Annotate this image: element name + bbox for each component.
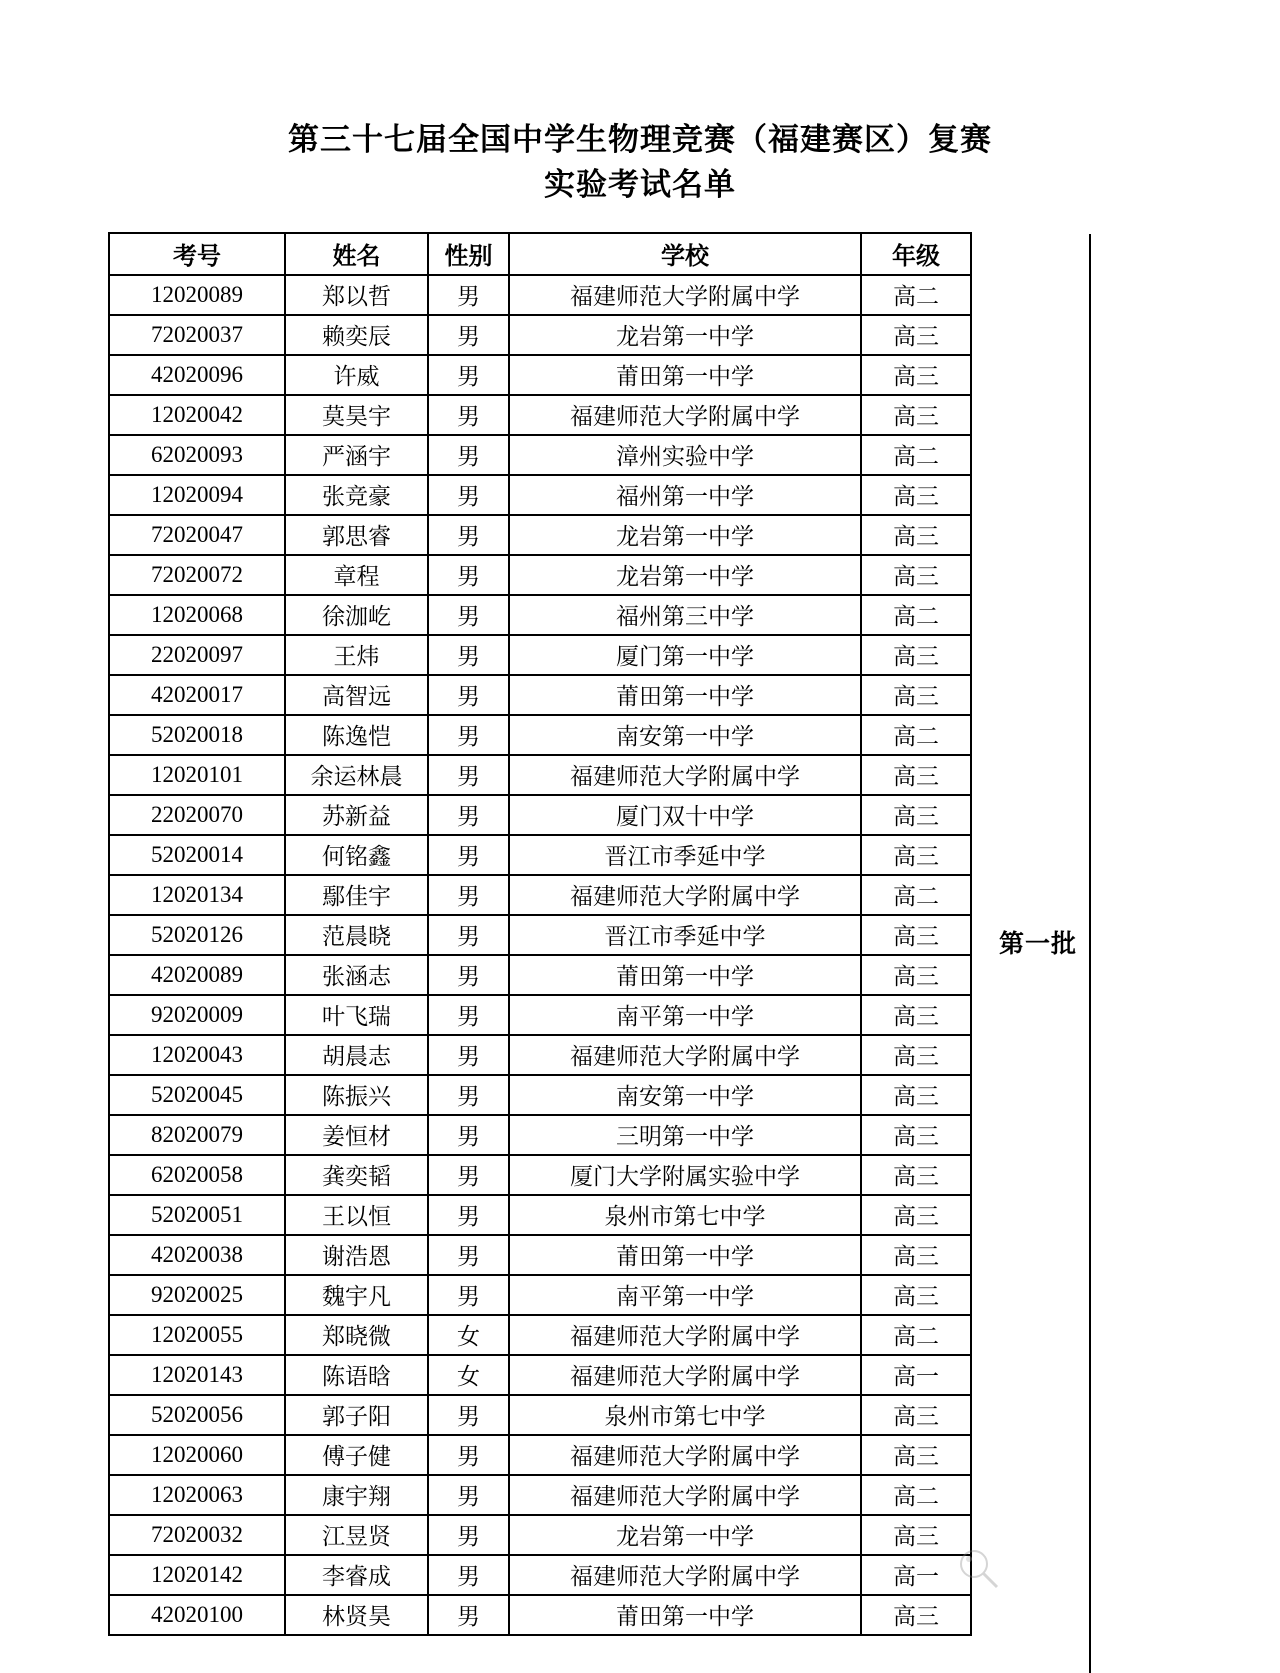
roster-table — [108, 232, 972, 1636]
table-row — [109, 1515, 971, 1555]
cell-gender: 男 — [428, 435, 509, 475]
cell-gender: 男 — [428, 395, 509, 435]
cell-name: 傅子健 — [285, 1435, 428, 1475]
cell-name: 郭子阳 — [285, 1395, 428, 1435]
cell-gender: 男 — [428, 275, 509, 315]
cell-name: 张竞豪 — [285, 475, 428, 515]
cell-gender: 男 — [428, 1555, 509, 1595]
cell-school: 福建师范大学附属中学 — [509, 275, 861, 315]
cell-grade: 高二 — [861, 275, 971, 315]
cell-school: 莆田第一中学 — [509, 675, 861, 715]
cell-exam-id: 22020097 — [109, 635, 285, 675]
cell-gender: 男 — [428, 715, 509, 755]
cell-school: 福建师范大学附属中学 — [509, 755, 861, 795]
table-row — [109, 915, 971, 955]
cell-gender: 男 — [428, 1115, 509, 1155]
cell-grade: 高三 — [861, 1155, 971, 1195]
cell-grade: 高三 — [861, 1235, 971, 1275]
cell-name: 严涵宇 — [285, 435, 428, 475]
table-row — [109, 515, 971, 555]
batch-divider-line — [1089, 234, 1091, 1673]
cell-gender: 男 — [428, 1035, 509, 1075]
cell-name: 郭思睿 — [285, 515, 428, 555]
cell-school: 南安第一中学 — [509, 715, 861, 755]
cell-grade: 高三 — [861, 475, 971, 515]
table-row — [109, 1555, 971, 1595]
table-row — [109, 1075, 971, 1115]
table-row — [109, 1435, 971, 1475]
table-row — [109, 1115, 971, 1155]
cell-exam-id: 12020089 — [109, 275, 285, 315]
cell-grade: 高三 — [861, 395, 971, 435]
cell-gender: 男 — [428, 635, 509, 675]
cell-exam-id: 72020072 — [109, 555, 285, 595]
table-row — [109, 395, 971, 435]
cell-school: 厦门大学附属实验中学 — [509, 1155, 861, 1195]
cell-name: 李睿成 — [285, 1555, 428, 1595]
cell-school: 厦门双十中学 — [509, 795, 861, 835]
cell-exam-id: 52020051 — [109, 1195, 285, 1235]
cell-name: 陈振兴 — [285, 1075, 428, 1115]
cell-grade: 高三 — [861, 1435, 971, 1475]
cell-gender: 男 — [428, 1155, 509, 1195]
cell-name: 徐泇屹 — [285, 595, 428, 635]
cell-school: 福建师范大学附属中学 — [509, 395, 861, 435]
cell-grade: 高三 — [861, 795, 971, 835]
table-row — [109, 275, 971, 315]
column-header-school: 学校 — [509, 233, 861, 275]
cell-gender: 男 — [428, 955, 509, 995]
cell-exam-id: 42020038 — [109, 1235, 285, 1275]
cell-name: 张涵志 — [285, 955, 428, 995]
cell-grade: 高三 — [861, 1195, 971, 1235]
table-row — [109, 1195, 971, 1235]
cell-gender: 男 — [428, 795, 509, 835]
cell-exam-id: 92020025 — [109, 1275, 285, 1315]
cell-school: 龙岩第一中学 — [509, 1515, 861, 1555]
cell-gender: 男 — [428, 995, 509, 1035]
cell-gender: 男 — [428, 1195, 509, 1235]
cell-name: 林贤昊 — [285, 1595, 428, 1635]
cell-gender: 男 — [428, 1075, 509, 1115]
table-row — [109, 995, 971, 1035]
cell-grade: 高三 — [861, 915, 971, 955]
cell-exam-id: 72020047 — [109, 515, 285, 555]
cell-grade: 高二 — [861, 715, 971, 755]
cell-school: 福建师范大学附属中学 — [509, 1355, 861, 1395]
cell-school: 龙岩第一中学 — [509, 315, 861, 355]
cell-school: 晋江市季延中学 — [509, 915, 861, 955]
cell-name: 莫昊宇 — [285, 395, 428, 435]
cell-school: 南平第一中学 — [509, 1275, 861, 1315]
cell-gender: 男 — [428, 1475, 509, 1515]
cell-grade: 高二 — [861, 1475, 971, 1515]
table-row — [109, 755, 971, 795]
cell-grade: 高二 — [861, 1315, 971, 1355]
cell-grade: 高三 — [861, 1515, 971, 1555]
cell-name: 叶飞瑞 — [285, 995, 428, 1035]
cell-gender: 男 — [428, 555, 509, 595]
cell-grade: 高三 — [861, 835, 971, 875]
cell-exam-id: 42020100 — [109, 1595, 285, 1635]
table-row — [109, 715, 971, 755]
cell-school: 福州第一中学 — [509, 475, 861, 515]
cell-grade: 高三 — [861, 635, 971, 675]
cell-exam-id: 52020045 — [109, 1075, 285, 1115]
column-header-gender: 性别 — [428, 233, 509, 275]
table-row — [109, 955, 971, 995]
cell-school: 龙岩第一中学 — [509, 515, 861, 555]
cell-exam-id: 82020079 — [109, 1115, 285, 1155]
cell-name: 高智远 — [285, 675, 428, 715]
table-row — [109, 1315, 971, 1355]
cell-name: 江昱贤 — [285, 1515, 428, 1555]
cell-school: 晋江市季延中学 — [509, 835, 861, 875]
cell-school: 莆田第一中学 — [509, 955, 861, 995]
cell-grade: 高三 — [861, 955, 971, 995]
cell-gender: 男 — [428, 835, 509, 875]
cell-school: 福建师范大学附属中学 — [509, 875, 861, 915]
cell-exam-id: 12020094 — [109, 475, 285, 515]
cell-exam-id: 42020017 — [109, 675, 285, 715]
table-row — [109, 315, 971, 355]
cell-name: 谢浩恩 — [285, 1235, 428, 1275]
table-row — [109, 635, 971, 675]
table-row — [109, 1235, 971, 1275]
cell-gender: 男 — [428, 1235, 509, 1275]
cell-name: 苏新益 — [285, 795, 428, 835]
cell-gender: 男 — [428, 1595, 509, 1635]
cell-school: 福建师范大学附属中学 — [509, 1315, 861, 1355]
cell-grade: 高二 — [861, 595, 971, 635]
cell-name: 胡晨志 — [285, 1035, 428, 1075]
cell-name: 王以恒 — [285, 1195, 428, 1235]
cell-exam-id: 72020032 — [109, 1515, 285, 1555]
cell-exam-id: 62020058 — [109, 1155, 285, 1195]
cell-name: 郑晓微 — [285, 1315, 428, 1355]
cell-school: 福建师范大学附属中学 — [509, 1555, 861, 1595]
cell-school: 漳州实验中学 — [509, 435, 861, 475]
cell-exam-id: 12020134 — [109, 875, 285, 915]
roster-table-wrapper — [0, 232, 1280, 1636]
title-line-2: 实验考试名单 — [544, 166, 736, 202]
cell-exam-id: 52020014 — [109, 835, 285, 875]
cell-school: 泉州市第七中学 — [509, 1395, 861, 1435]
cell-gender: 男 — [428, 675, 509, 715]
cell-name: 龚奕韬 — [285, 1155, 428, 1195]
cell-grade: 高三 — [861, 1115, 971, 1155]
table-row — [109, 435, 971, 475]
cell-grade: 高二 — [861, 435, 971, 475]
cell-school: 福建师范大学附属中学 — [509, 1435, 861, 1475]
cell-exam-id: 12020042 — [109, 395, 285, 435]
table-row — [109, 1035, 971, 1075]
cell-school: 福建师范大学附属中学 — [509, 1035, 861, 1075]
cell-exam-id: 12020060 — [109, 1435, 285, 1475]
cell-exam-id: 52020018 — [109, 715, 285, 755]
cell-gender: 男 — [428, 355, 509, 395]
cell-school: 福建师范大学附属中学 — [509, 1475, 861, 1515]
cell-exam-id: 72020037 — [109, 315, 285, 355]
cell-grade: 高一 — [861, 1555, 971, 1595]
cell-exam-id: 62020093 — [109, 435, 285, 475]
cell-school: 莆田第一中学 — [509, 1595, 861, 1635]
cell-name: 魏宇凡 — [285, 1275, 428, 1315]
cell-gender: 男 — [428, 1515, 509, 1555]
cell-school: 龙岩第一中学 — [509, 555, 861, 595]
cell-exam-id: 12020055 — [109, 1315, 285, 1355]
table-row — [109, 1155, 971, 1195]
cell-name: 范晨晓 — [285, 915, 428, 955]
cell-gender: 男 — [428, 915, 509, 955]
cell-school: 南平第一中学 — [509, 995, 861, 1035]
cell-exam-id: 12020101 — [109, 755, 285, 795]
cell-school: 厦门第一中学 — [509, 635, 861, 675]
cell-grade: 高三 — [861, 755, 971, 795]
column-header-name: 姓名 — [285, 233, 428, 275]
cell-grade: 高一 — [861, 1355, 971, 1395]
cell-name: 康宇翔 — [285, 1475, 428, 1515]
cell-grade: 高三 — [861, 675, 971, 715]
cell-school: 三明第一中学 — [509, 1115, 861, 1155]
cell-name: 陈逸恺 — [285, 715, 428, 755]
cell-gender: 男 — [428, 515, 509, 555]
table-row — [109, 1595, 971, 1635]
table-header-row — [109, 233, 971, 275]
cell-grade: 高三 — [861, 1035, 971, 1075]
cell-grade: 高三 — [861, 1595, 971, 1635]
cell-grade: 高三 — [861, 1395, 971, 1435]
batch-label: 第一批 — [998, 931, 1077, 958]
document-title — [0, 0, 1280, 208]
cell-exam-id: 42020096 — [109, 355, 285, 395]
cell-exam-id: 42020089 — [109, 955, 285, 995]
cell-gender: 男 — [428, 1275, 509, 1315]
table-row — [109, 875, 971, 915]
cell-name: 陈语晗 — [285, 1355, 428, 1395]
cell-name: 余运林晨 — [285, 755, 428, 795]
table-row — [109, 595, 971, 635]
cell-grade: 高三 — [861, 555, 971, 595]
cell-name: 王炜 — [285, 635, 428, 675]
cell-school: 莆田第一中学 — [509, 1235, 861, 1275]
cell-exam-id: 92020009 — [109, 995, 285, 1035]
cell-gender: 男 — [428, 475, 509, 515]
cell-name: 章程 — [285, 555, 428, 595]
cell-name: 郑以哲 — [285, 275, 428, 315]
cell-school: 福州第三中学 — [509, 595, 861, 635]
cell-school: 泉州市第七中学 — [509, 1195, 861, 1235]
cell-name: 赖奕辰 — [285, 315, 428, 355]
cell-gender: 男 — [428, 755, 509, 795]
cell-exam-id: 12020068 — [109, 595, 285, 635]
cell-grade: 高三 — [861, 315, 971, 355]
magnifier-watermark-icon — [955, 1545, 1001, 1591]
table-row — [109, 835, 971, 875]
column-header-exam-id: 考号 — [109, 233, 285, 275]
table-row — [109, 555, 971, 595]
title-line-1: 第三十七届全国中学生物理竞赛（福建赛区）复赛 — [288, 122, 992, 157]
cell-exam-id: 12020142 — [109, 1555, 285, 1595]
cell-exam-id: 12020043 — [109, 1035, 285, 1075]
table-row — [109, 1475, 971, 1515]
table-row — [109, 795, 971, 835]
cell-grade: 高三 — [861, 1275, 971, 1315]
cell-grade: 高三 — [861, 1075, 971, 1115]
cell-exam-id: 52020056 — [109, 1395, 285, 1435]
roster-table-body — [109, 275, 971, 1635]
cell-exam-id: 52020126 — [109, 915, 285, 955]
cell-grade: 高二 — [861, 875, 971, 915]
cell-name: 许威 — [285, 355, 428, 395]
cell-name: 何铭鑫 — [285, 835, 428, 875]
table-row — [109, 675, 971, 715]
cell-gender: 男 — [428, 875, 509, 915]
table-row — [109, 1355, 971, 1395]
cell-gender: 女 — [428, 1355, 509, 1395]
cell-name: 姜恒材 — [285, 1115, 428, 1155]
cell-school: 南安第一中学 — [509, 1075, 861, 1115]
table-row — [109, 1395, 971, 1435]
table-row — [109, 355, 971, 395]
cell-gender: 男 — [428, 1395, 509, 1435]
cell-gender: 男 — [428, 595, 509, 635]
cell-exam-id: 22020070 — [109, 795, 285, 835]
cell-grade: 高三 — [861, 995, 971, 1035]
table-row — [109, 475, 971, 515]
cell-name: 鄢佳宇 — [285, 875, 428, 915]
cell-grade: 高三 — [861, 355, 971, 395]
cell-school: 莆田第一中学 — [509, 355, 861, 395]
cell-grade: 高三 — [861, 515, 971, 555]
column-header-grade: 年级 — [861, 233, 971, 275]
table-row — [109, 1275, 971, 1315]
cell-gender: 男 — [428, 1435, 509, 1475]
cell-gender: 女 — [428, 1315, 509, 1355]
cell-gender: 男 — [428, 315, 509, 355]
cell-exam-id: 12020143 — [109, 1355, 285, 1395]
cell-exam-id: 12020063 — [109, 1475, 285, 1515]
